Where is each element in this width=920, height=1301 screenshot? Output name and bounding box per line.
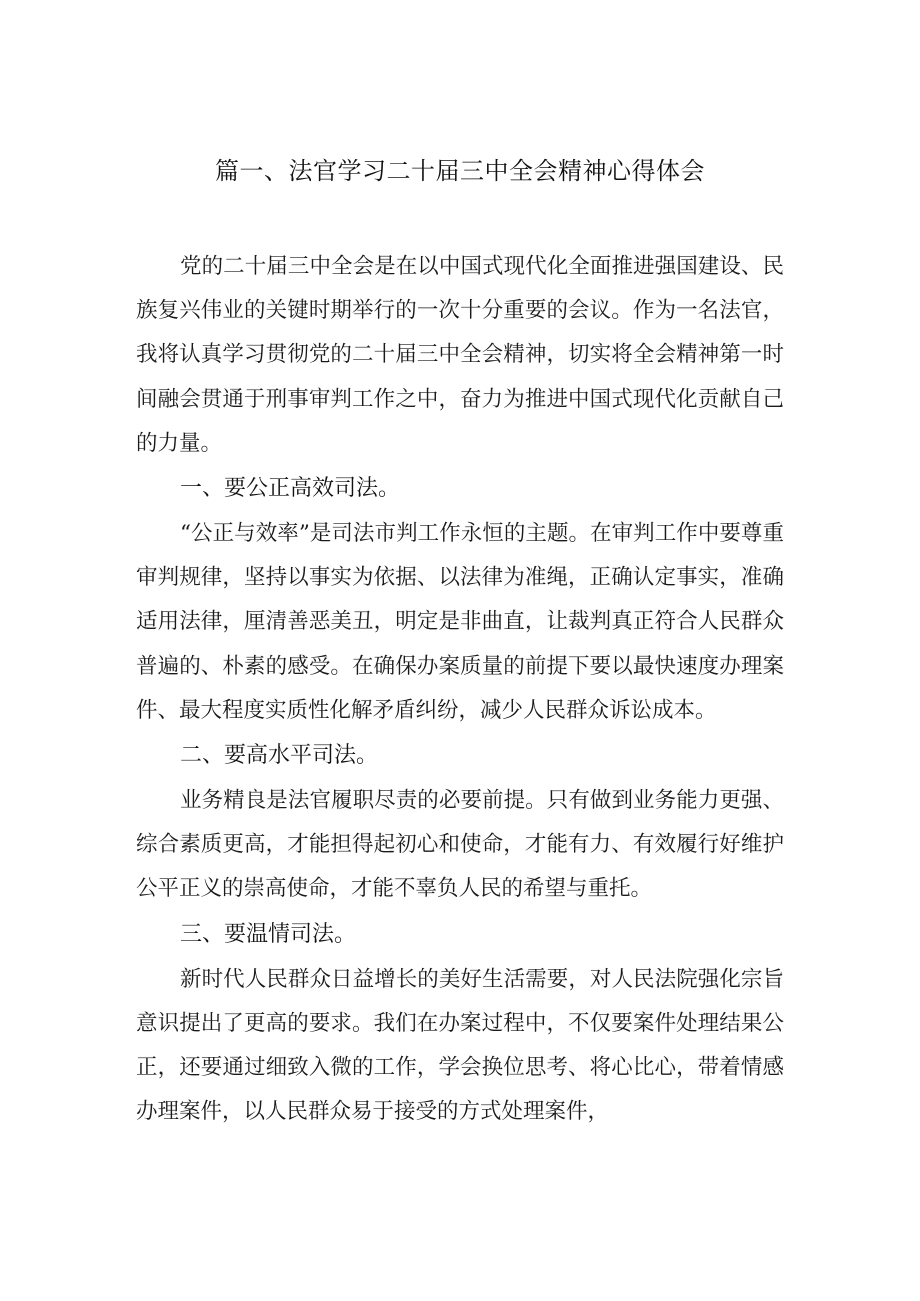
section-paragraph: 业务精良是法官履职尽责的必要前提。只有做到业务能力更强、综合素质更高，才能担得起初心和使命，才能有力、有效履行好维护公平正义的崇高使命，才能不辜负人民的希望与重托。 xyxy=(136,788,784,902)
section-heading: 三、要温情司法。 xyxy=(180,921,357,947)
section-3 xyxy=(136,912,784,1135)
section-paragraph: 新时代人民群众日益增长的美好生活需要，对人民法院强化宗旨意识提出了更高的要求。我们在办案过程中，不仅要案件处理结果公正，还要通过细致入微的工作，学会换位思考、将心比心，带着情感办理案件，以人民群众易于接受的方式处理案件， xyxy=(136,966,784,1125)
section-1 xyxy=(136,466,784,733)
document-title: 篇一、法官学习二十届三中全会精神心得体会 xyxy=(215,157,705,185)
intro-paragraph: 党的二十届三中全会是在以中国式现代化全面推进强国建设、民族复兴伟业的关键时期举行的一次十分重要的会议。作为一名法官，我将认真学习贯彻党的二十届三中全会精神，切实将全会精神第一时间融会贯通于刑事审判工作之中，奋力为推进中国式现代化贡献自己的力量。 xyxy=(136,254,784,456)
section-paragraph: “公正与效率”是司法市判工作永恒的主题。在审判工作中要尊重审判规律，坚持以事实为依据、以法律为准绳，正确认定事实，准确适用法律，厘清善恶美丑，明定是非曲直，让裁判真正符合人民群众普遍的、朴素的感受。在确保办案质量的前提下要以最快速度办理案件、最大程度实质性化解矛盾纠纷，减少人民群众诉讼成本。 xyxy=(136,521,784,723)
document-body xyxy=(136,245,784,1134)
section-heading: 一、要公正高效司法。 xyxy=(180,476,401,502)
section-2 xyxy=(136,733,784,912)
section-heading: 二、要高水平司法。 xyxy=(180,743,379,769)
